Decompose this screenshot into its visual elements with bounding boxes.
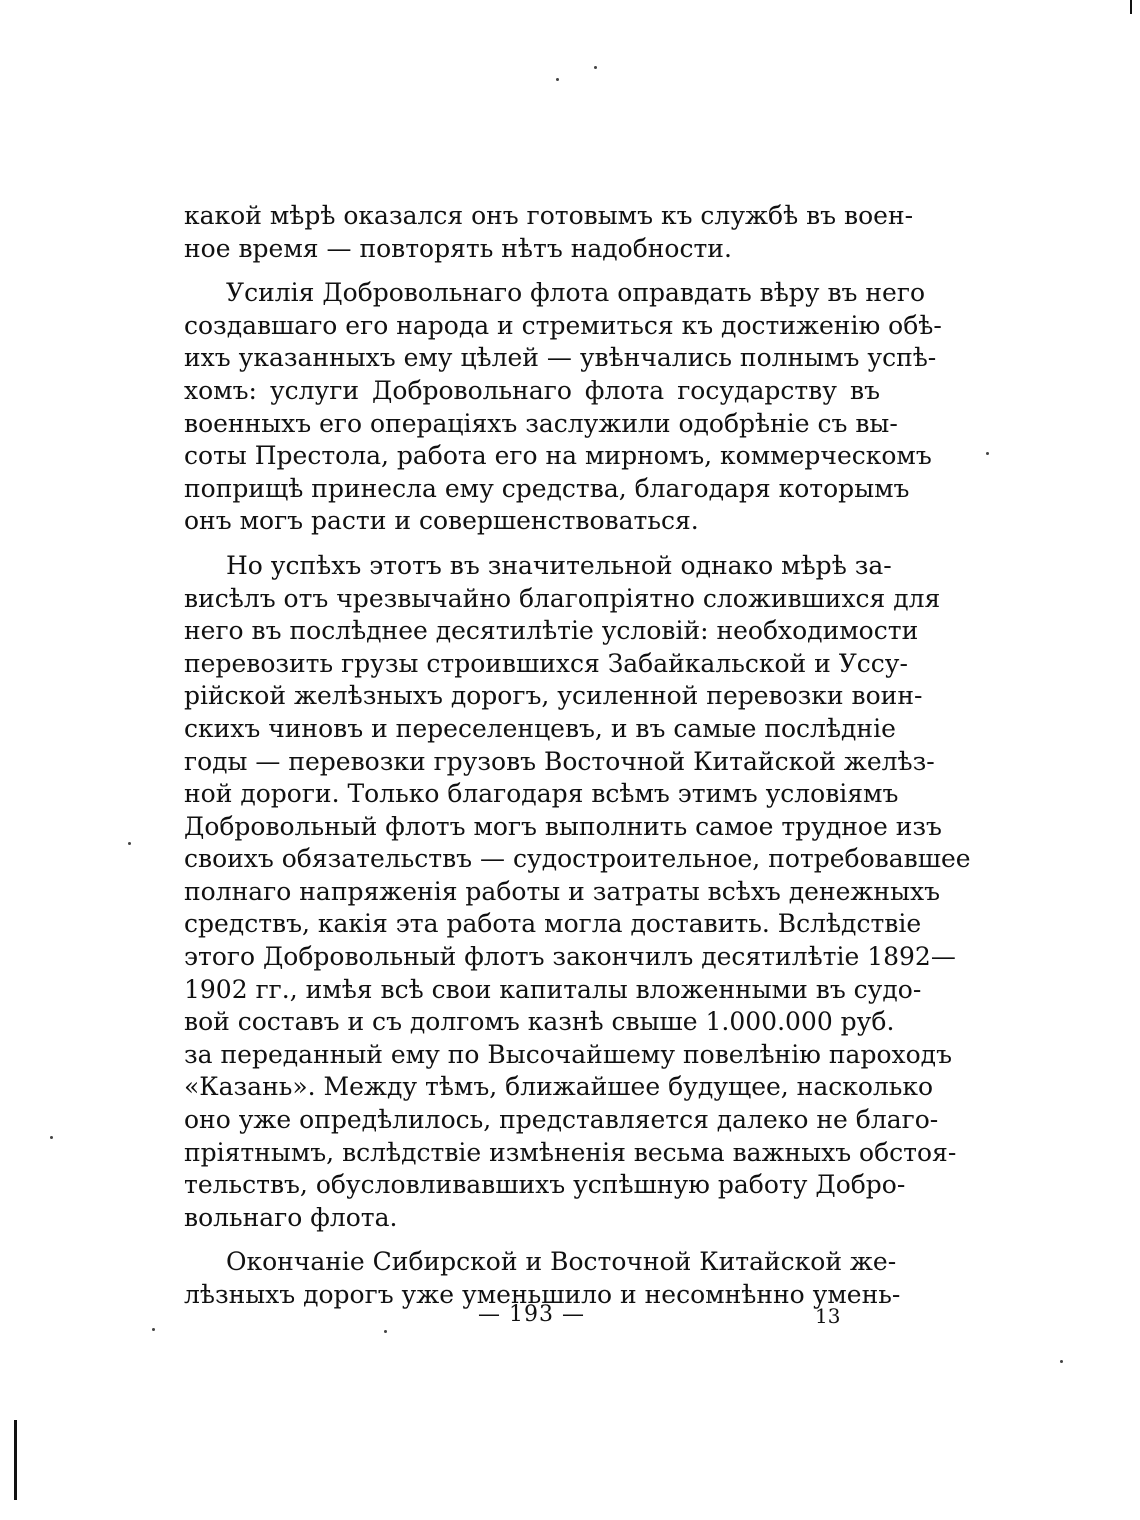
paragraph	[184, 277, 942, 538]
scan-speck	[1060, 1360, 1063, 1363]
text-line: средствъ, какія эта работа могла доставить. Вслѣдствіе	[184, 909, 922, 939]
text-line: 1902 гг., имѣя всѣ свои капиталы вложенными въ судо-	[184, 974, 922, 1004]
text-line: какой мѣрѣ оказался онъ готовымъ къ службѣ въ воен-	[184, 201, 914, 230]
text-line: него въ послѣднее десятилѣтіе условій: необходимости	[184, 616, 919, 646]
text-line: вольнаго флота.	[184, 1202, 398, 1232]
text-line: за переданный ему по Высочайшему повелѣнію пароходъ	[184, 1039, 952, 1069]
text-line: ихъ указанныхъ ему цѣлей — увѣнчались полнымъ успѣ-	[184, 343, 937, 373]
signature-mark: 13	[815, 1304, 841, 1328]
text-line: пріятнымъ, вслѣдствіе измѣненія весьма важныхъ обстоя-	[184, 1137, 957, 1167]
text-line: Окончаніе Сибирской и Восточной Китайской же-	[226, 1247, 897, 1277]
scan-speck	[128, 842, 131, 845]
text-line: этого Добровольный флотъ закончилъ десятилѣтіе 1892—	[184, 942, 956, 972]
text-line: вой составъ и съ долгомъ казнѣ свыше 1.000.000 руб.	[184, 1007, 895, 1037]
scan-speck	[384, 1330, 387, 1333]
text-line: онъ могъ расти и совершенствоваться.	[184, 506, 699, 536]
text-line: лѣзныхъ дорогъ уже уменьшило и несомнѣнно умень-	[184, 1280, 901, 1309]
scan-edge-mark	[1130, 0, 1132, 14]
text-line: ной дороги. Только благодаря всѣмъ этимъ условіямъ	[184, 779, 899, 809]
text-line: скихъ чиновъ и переселенцевъ, и въ самые послѣдніе	[184, 713, 896, 743]
text-line: Усилія Добровольнаго флота оправдать вѣру въ него	[226, 278, 925, 308]
page-number: — 193 —	[478, 1302, 585, 1327]
body-text	[184, 200, 971, 1312]
text-line: тельствъ, обусловливавшихъ успѣшную работу Добро-	[184, 1170, 906, 1200]
text-line: перевозить грузы строившихся Забайкальской и Уссу-	[184, 648, 908, 678]
text-line: полнаго напряженія работы и затраты всѣхъ денежныхъ	[184, 876, 940, 906]
paragraph-gap	[184, 265, 880, 277]
scan-speck	[986, 452, 989, 455]
text-line: Добровольный флотъ могъ выполнить самое трудное изъ	[184, 811, 942, 841]
text-line: ное время — повторять нѣтъ надобности.	[184, 233, 732, 263]
scan-speck	[556, 78, 559, 81]
text-line: годы — перевозки грузовъ Восточной Китайской желѣз-	[184, 746, 935, 776]
paragraph	[184, 550, 971, 1234]
text-line: соты Престола, работа его на мирномъ, коммерческомъ	[184, 441, 932, 471]
scan-edge-mark	[14, 1420, 17, 1500]
text-line: оно уже опредѣлилось, представляется далеко не благо-	[184, 1105, 939, 1135]
text-line: своихъ обязательствъ — судостроительное, потребовавшее	[184, 844, 971, 874]
text-line: создавшаго его народа и стремиться къ достиженію обѣ-	[184, 310, 942, 340]
paragraph-gap	[184, 538, 880, 550]
text-line: Но успѣхъ этотъ въ значительной однако мѣрѣ за-	[226, 550, 892, 580]
scan-speck	[50, 1136, 53, 1139]
scan-speck	[594, 66, 597, 69]
scan-speck	[152, 1328, 155, 1331]
text-line: рійской желѣзныхъ дорогъ, усиленной перевозки воин-	[184, 681, 923, 711]
text-line: поприщѣ принесла ему средства, благодаря которымъ	[184, 473, 910, 503]
text-line: хомъ: услуги Добровольнаго флота государству въ	[184, 375, 880, 405]
text-line: военныхъ его операціяхъ заслужили одобрѣніе съ вы-	[184, 408, 898, 438]
text-line: висѣлъ отъ чрезвычайно благопріятно сложившихся для	[184, 583, 941, 613]
paragraph-gap	[184, 1234, 880, 1246]
paragraph	[184, 200, 914, 265]
text-line: «Казань». Между тѣмъ, ближайшее будущее, насколько	[184, 1072, 934, 1102]
